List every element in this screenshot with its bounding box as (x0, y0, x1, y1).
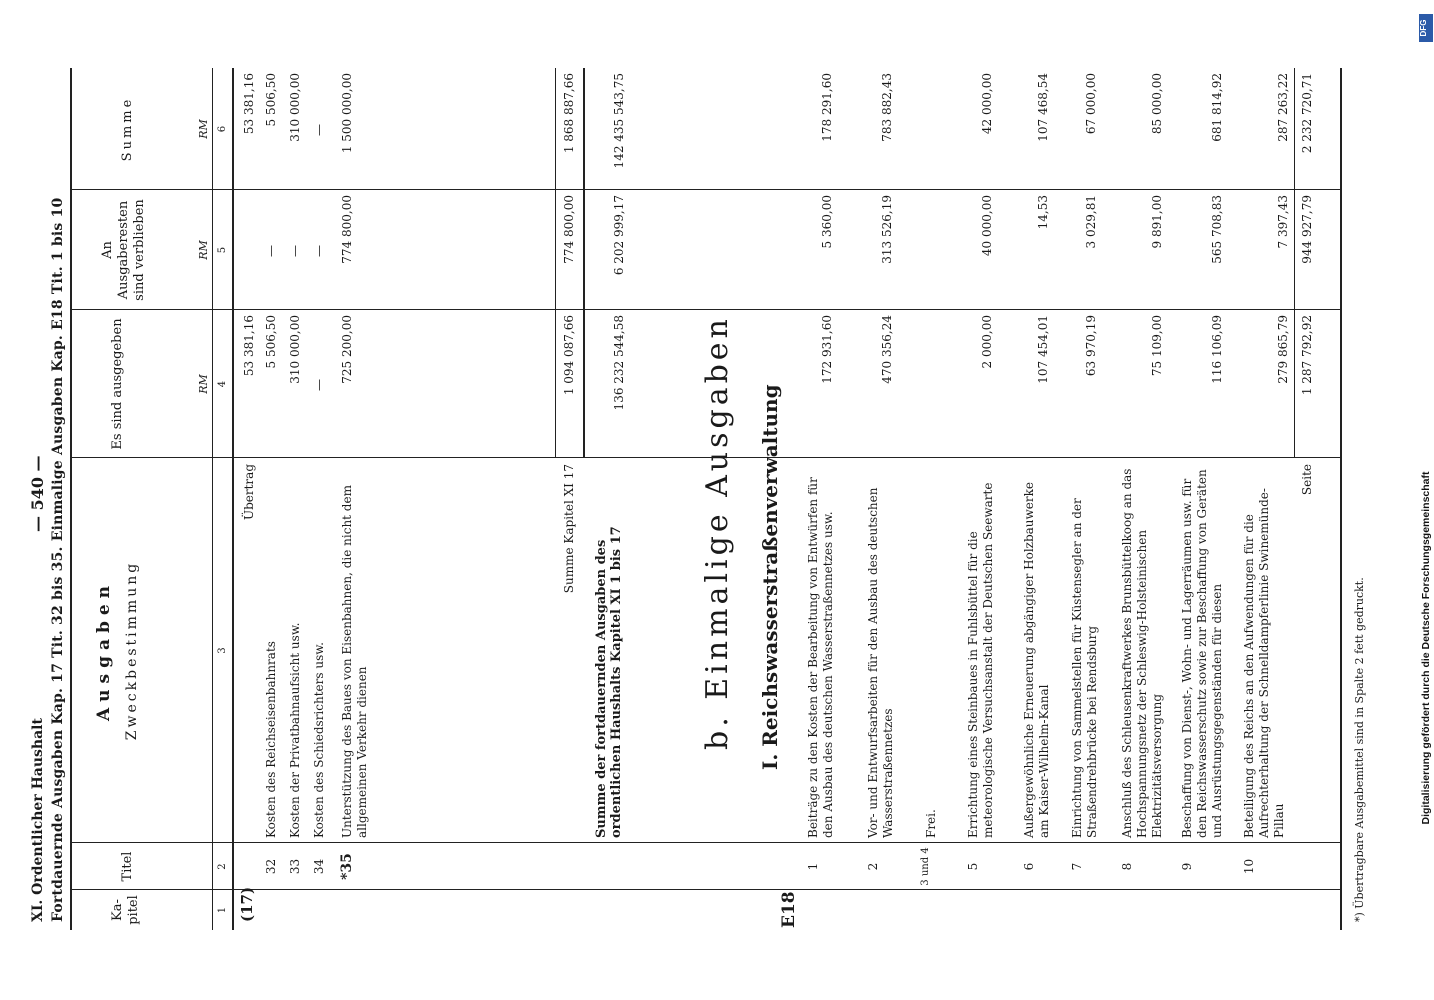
row-33-text: Kosten der Privatbahnaufsicht usw. (288, 622, 302, 838)
titel-32: 32 (264, 858, 278, 875)
col-reste-header: An Ausgaberesten sind verblieben (100, 199, 147, 301)
seite-rule (1294, 68, 1295, 458)
col-titel-header: Titel (120, 851, 135, 882)
double-rule (583, 68, 585, 458)
header-bottom-rule (232, 68, 234, 930)
table-top-rule (70, 68, 72, 930)
row-7-text: Einrichtung von Sammelstellen für Küstensegler an der Straßendrehbrücke bei Rendsburg (1070, 498, 1099, 838)
colnum-2: 2 (217, 863, 228, 870)
row-10-text: Beteiligung des Reichs an den Aufwendungen für die Aufrechterhaltung der Schnelldampferlinie Swinemünde-Pillau (1242, 488, 1286, 838)
row-1-text: Beiträge zu den Kosten der Bearbeitung von Entwürfen für den Ausbau des deutschen Wasserstraßennetzes usw. (806, 477, 835, 838)
titel-34: 34 (312, 858, 326, 875)
section-subtitle: I. Reichswasserstraßenverwaltung (758, 384, 782, 770)
col-zweck-header: Zweckbestimmung (124, 560, 140, 741)
page-number: — 540 — (28, 455, 47, 532)
row-32-text: Kosten des Reichseisenbahnrats (264, 641, 278, 838)
row-34-c6: — (312, 124, 326, 136)
col-rule-1 (70, 889, 1340, 890)
titel-3-4: 3 und 4 (920, 847, 931, 886)
col-rule-5 (70, 189, 1340, 190)
row-7-c6: 67 000,00 (1084, 73, 1098, 135)
row-6-c5: 14,53 (1036, 195, 1050, 230)
row-32-c5: — (264, 245, 278, 257)
row-34-text: Kosten des Schiedsrichters usw. (312, 642, 326, 838)
sum-rule (555, 68, 556, 458)
digitalization-note: Digitalisierung gefördert durch die Deutsche Forschungsgemeinschaft (1420, 471, 1432, 825)
header-mid-rule (212, 68, 213, 930)
row-7-c4: 63 970,19 (1084, 315, 1098, 377)
row-10-c5: 7 397,43 (1276, 195, 1290, 249)
row-9-c4: 116 106,09 (1210, 315, 1224, 384)
table-bottom-rule (1340, 68, 1342, 930)
summe-fort-label: Summe der fortdauernden Ausgaben des ordentlichen Haushalts Kapitel XI 1 bis 17 (594, 526, 624, 838)
titel-7: 7 (1070, 862, 1084, 871)
row-8-c6: 85 000,00 (1150, 73, 1164, 135)
titel-6: 6 (1022, 862, 1036, 871)
summe-fort-c5: 6 202 999,17 (612, 195, 626, 276)
row-2-c5: 313 526,19 (880, 195, 894, 264)
seite-c4: 1 287 792,92 (1300, 315, 1314, 396)
row-9-c6: 681 814,92 (1210, 73, 1224, 142)
titel-10: 10 (1242, 858, 1256, 875)
colnum-5: 5 (217, 246, 228, 254)
row-32-c6: 5 506,50 (264, 73, 278, 127)
col-summe-header: Summe (120, 96, 135, 162)
seite-c6: 2 232 720,71 (1300, 73, 1314, 154)
uebertrag-label: Übertrag (242, 464, 256, 521)
unit-c6: RM (197, 119, 210, 139)
titel-35: *35 (339, 853, 355, 880)
row-9-c5: 565 708,83 (1210, 195, 1224, 264)
row-33-c5: — (288, 245, 302, 257)
unit-c5: RM (197, 240, 210, 260)
row-1-c5: 5 360,00 (820, 195, 834, 249)
seite-label: Seite (1300, 464, 1314, 496)
row-34-c5: — (312, 245, 326, 257)
header-line2: Fortdauernde Ausgaben Kap. 17 Tit. 32 bis 35. Einmalige Ausgaben Kap. E18 Tit. 1 bis 10 (50, 197, 66, 922)
row-5-text: Errichtung eines Steinbaues in Fuhlsbüttel für die meteorologische Versuchsanstalt der Deutschen Seewarte (966, 482, 995, 838)
summe-kap-c6: 1 868 887,66 (562, 73, 576, 154)
row-5-c6: 42 000,00 (980, 73, 994, 135)
section-title: b. Einmalige Ausgaben (700, 315, 735, 750)
row-7-c5: 3 029,81 (1084, 195, 1098, 249)
titel-5: 5 (966, 862, 980, 871)
row-8-c5: 9 891,00 (1150, 195, 1164, 249)
colnum-4: 4 (217, 380, 228, 388)
seite-c5: 944 927,79 (1300, 195, 1314, 264)
col-rule-2 (70, 842, 1340, 843)
row-2-text: Vor- und Entwurfsarbeiten für den Ausbau des deutschen Wasserstraßennetzes (866, 487, 895, 838)
kapitel-17: (17) (238, 886, 256, 922)
row-10-c4: 279 865,79 (1276, 315, 1290, 384)
unit-c4: RM (197, 374, 210, 394)
row-35-c4: 725 200,00 (340, 315, 354, 384)
summe-kap-label: Summe Kapitel XI 17 (562, 464, 576, 594)
row-5-c5: 40 000,00 (980, 195, 994, 257)
colnum-3: 3 (217, 647, 228, 654)
summe-fort-c4: 136 232 544,58 (612, 315, 626, 411)
colnum-6: 6 (217, 125, 228, 133)
row-6-c4: 107 454,01 (1036, 315, 1050, 384)
footnote: *) Übertragbare Ausgabemittel sind in Spalte 2 fett gedruckt. (1353, 577, 1366, 922)
titel-33: 33 (288, 858, 302, 875)
col-rule-4 (70, 309, 1340, 310)
row-6-text: Außergewöhnliche Erneuerung abgängiger Holzbauwerke am Kaiser-Wilhelm-Kanal (1022, 481, 1051, 838)
row-8-text: Anschluß des Schleusenkraftwerkes Brunsbüttelkoog an das Hochspannungsnetz der Schleswig-Holsteinischen Elektrizitätsversorgung (1120, 468, 1164, 838)
titel-8: 8 (1120, 862, 1134, 871)
summe-fort-c6: 142 435 543,75 (612, 73, 626, 169)
dfg-logo-text: DFG (1419, 19, 1428, 37)
row-3-4-text: Frei. (924, 809, 938, 838)
row-2-c6: 783 882,43 (880, 73, 894, 142)
col-ausgaben-header: Ausgaben (94, 579, 114, 722)
titel-9: 9 (1180, 862, 1194, 871)
row-35-c5: 774 800,00 (340, 195, 354, 264)
colnum-1: 1 (217, 906, 228, 914)
titel-2: 2 (866, 862, 880, 871)
col-ausgegeben-header: Es sind ausgegeben (110, 318, 125, 450)
row-1-c4: 172 931,60 (820, 315, 834, 384)
row-6-c6: 107 468,54 (1036, 73, 1050, 142)
row-8-c4: 75 109,00 (1150, 315, 1164, 377)
row-9-text: Beschaffung von Dienst-, Wohn- und Lagerräumen usw. für den Reichswasserschutz sowie zur Beschaffung von Geräten und Ausrüstungsgegenständen für diesen (1180, 469, 1224, 838)
summe-kap-c4: 1 094 087,66 (562, 315, 576, 396)
row-34-c4: — (312, 379, 326, 391)
header-line1: XI. Ordentlicher Haushalt (30, 718, 46, 922)
row-1-c6: 178 291,60 (820, 73, 834, 142)
row-5-c4: 2 000,00 (980, 315, 994, 369)
summe-kap-c5: 774 800,00 (562, 195, 576, 264)
row-2-c4: 470 356,24 (880, 315, 894, 384)
row-35-text: Unterstützung des Baues von Eisenbahnen, die nicht dem allgemeinen Verkehr dienen (340, 485, 369, 838)
row-33-c4: 310 000,00 (288, 315, 302, 384)
row-32-c4: 5 506,50 (264, 315, 278, 369)
uebertrag-c4: 53 381,16 (242, 315, 256, 377)
col-kapitel-header: Ka- pitel (110, 895, 141, 925)
titel-1: 1 (806, 862, 820, 871)
kapitel-e18: E18 (779, 891, 799, 928)
row-35-c6: 1 500 000,00 (340, 73, 354, 154)
uebertrag-c6: 53 381,16 (242, 73, 256, 135)
row-10-c6: 287 263,22 (1276, 73, 1290, 142)
row-33-c6: 310 000,00 (288, 73, 302, 142)
